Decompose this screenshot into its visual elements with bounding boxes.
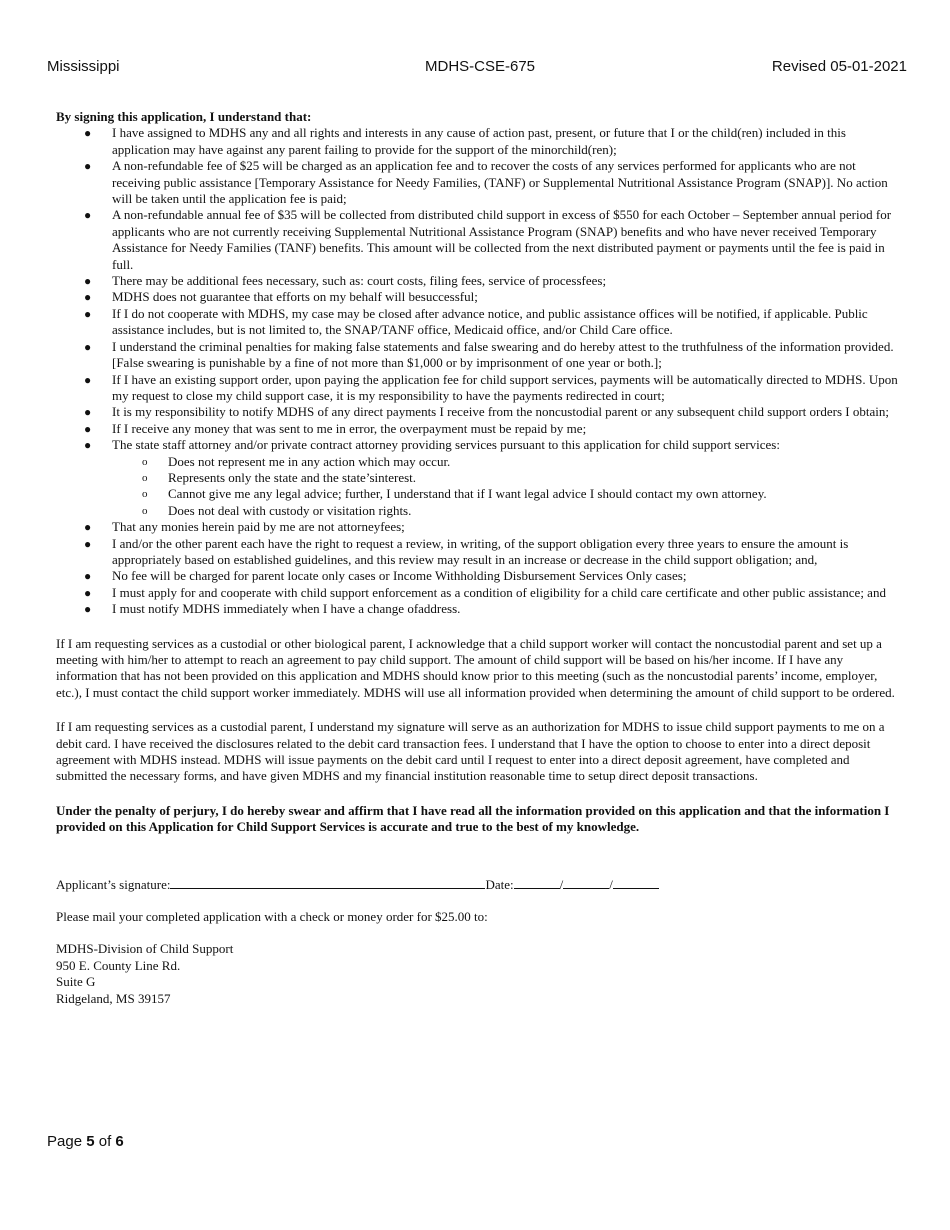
list-item: ● If I receive any money that was sent to me in error, the overpayment must be repaid by me; [84,420,587,436]
list-item: ● It is my responsibility to notify MDHS of any direct payments I receive from the noncustodial parent or any subsequent child support orders I obtain; [84,404,889,420]
bullet-icon: ● [84,372,92,387]
bullet-icon: ● [84,274,92,289]
date-day-field[interactable] [563,874,609,889]
date-year-field[interactable] [613,874,659,889]
bullet-icon: ● [84,306,92,321]
list-item: ● No fee will be charged for parent locate only cases or Income Withholding Disbursement Services Only cases; [84,568,687,584]
header-revised-date: Revised 05-01-2021 [771,58,907,75]
signature-label: Applicant’s signature: [56,876,171,892]
header-form-id: MDHS-CSE-675 [425,58,536,75]
list-item: ● If I do not cooperate with MDHS, my case may be closed after advance notice, and public assistance offices will be notified, if applicable. Public assistance includes, but is not limited to, the SNAP/TANF office, Medicaid office, and/or Child Care office. [84,305,868,338]
list-item: ● If I have an existing support order, upon paying the application fee for child support services, payments will be automatically directed to MDHS. Upon my request to close my child support case, it is my responsibility to have the payments redirected in court; [84,371,898,403]
debit-card-paragraph: If I am requesting services as a custodial parent, I understand my signature will serve as an authorization for MDHS to issue child support payments to me on a debit card. I have received the disclosures related to the debit card transaction fees. I understand that I have the option to choose to enter into a direct deposit agreement with MDHS instead. MDHS will issue payments on the debit card until I request to enter into a direct deposit agreement, have completed and submitted the necessary forms, and have given MDHS and my financial institution reasonable time to setup direct deposit transactions. [56,719,885,784]
address-line: Suite G [56,974,96,990]
bullet-icon: ● [84,536,92,551]
document-body [56,109,902,1007]
date-month-field[interactable] [514,874,560,889]
list-item: ● I and/or the other parent each have the right to request a review, in writing, of the support obligation every three years to ensure the amount is appropriately based on established guidelines, and this review may result in an increase or decrease in the child support obligation; and, [84,535,849,567]
page-total: 6 [115,1133,124,1150]
address-line: MDHS-Division of Child Support [56,941,234,957]
page-footer [47,1133,124,1150]
terms-list [56,125,902,617]
attorney-sublist [112,454,902,520]
list-item: ● I must apply for and cooperate with child support enforcement as a condition of eligibility for a child care certificate and other public assistance; and [84,584,886,600]
bullet-icon: ● [84,126,92,141]
bullet-icon: ● [84,602,92,617]
list-item: ● I understand the criminal penalties for making false statements and false swearing and do hereby attest to the truthfulness of the information provided. [False swearing is punishable by a fine of not more than $1,000 or by imprisonment of one year or both.]; [84,338,894,371]
sub-list-item: o Represents only the state and the state’sinterest. [142,469,417,485]
address-line: 950 E. County Line Rd. [56,957,181,973]
signature-row [56,874,902,893]
date-separator: / [609,876,613,892]
list-item: ● There may be additional fees necessary, such as: court costs, filing fees, service of processfees; [84,273,607,289]
page-header [47,58,907,78]
custodial-parent-paragraph: If I am requesting services as a custodial or other biological parent, I acknowledge that a child support worker will contact the noncustodial parent and set up a meeting with him/her to attempt to reach an agreement to pay child support. The amount of child support will be based on his/her income. If I have any information that has not been provided on this application and MDHS should know prior to this meeting (such as the noncustodial parents’ income, employer, etc.), I must contact the child support worker immediately. MDHS will use all information provided when determining the amount of child support to be ordered. [56,635,895,700]
bullet-icon: ● [84,585,92,600]
date-separator: / [559,876,564,892]
list-item: ● I have assigned to MDHS any and all rights and interests in any cause of action past, present, or future that I or the child(ren) included in this application may have against any parent failing to provide for the support of the minorchild(ren); [84,125,846,157]
circle-bullet-icon: o [142,504,148,517]
circle-bullet-icon: o [142,488,148,501]
perjury-affirmation: Under the penalty of perjury, I do hereby swear and affirm that I have read all the information provided on this application and that the information I provided on this Application for Child Support Services is accurate and true to the best of my knowledge. [56,802,890,835]
list-item: ● A non-refundable fee of $25 will be charged as an application fee and to recover the costs of any services performed for applicants who are not receiving public assistance [Temporary Assistance for Needy Families, (TANF) or Supplemental Nutritional Assistance Program (SNAP)]. No action will be taken until the application fee is paid; [84,158,888,207]
header-state: Mississippi [47,58,120,75]
bullet-icon: ● [84,339,92,354]
address-line: Ridgeland, MS 39157 [56,990,171,1006]
bullet-icon: ● [84,421,92,436]
circle-bullet-icon: o [142,455,148,468]
circle-bullet-icon: o [142,471,148,484]
signature-field[interactable] [170,876,485,889]
page-number: 5 [86,1133,95,1150]
of-word: of [98,1133,112,1150]
intro-heading: By signing this application, I understand that: [56,109,312,124]
list-item: ● The state staff attorney and/or private contract attorney providing services pursuant to this application for child support services: o Does not represent me in any action which may occur. o Represents only the state and the state’sinterest. o Cannot give me any legal advice; further, I understand that if I want legal advice I should contact my own attorney. o Does not deal with custody or visitation rights. [56,437,902,519]
list-item: ● I must notify MDHS immediately when I have a change ofaddress. [84,601,461,617]
list-item: ● MDHS does not guarantee that efforts on my behalf will besuccessful; [84,289,478,305]
sub-list-item: o Cannot give me any legal advice; further, I understand that if I want legal advice I should contact my own attorney. [142,486,767,502]
bullet-icon: ● [84,208,92,223]
list-item: ● That any monies herein paid by me are not attorneyfees; [84,519,405,535]
bullet-icon: ● [84,290,92,305]
bullet-icon: ● [84,569,92,584]
bullet-icon: ● [84,159,92,174]
bullet-icon: ● [84,520,92,535]
page-word: Page [47,1133,83,1150]
sub-list-item: o Does not represent me in any action which may occur. [142,453,451,469]
bullet-icon: ● [84,405,92,420]
mail-instruction: Please mail your completed application with a check or money order for $25.00 to: [56,909,488,925]
list-item: ● A non-refundable annual fee of $35 will be collected from distributed child support in excess of $550 for each October – September annual period for applicants who are not currently receiving Supplemental Nutritional Assistance Program (SNAP) benefits and who have never received Temporary Assistance for Needy Families (TANF) benefits. This amount will be collected from the next distributed payment or payments until the fee is paid in full. [84,207,892,272]
mailing-address [56,941,902,1007]
sub-list-item: o Does not deal with custody or visitation rights. [142,502,412,518]
date-label: Date: [485,876,514,892]
bullet-icon: ● [84,438,92,453]
